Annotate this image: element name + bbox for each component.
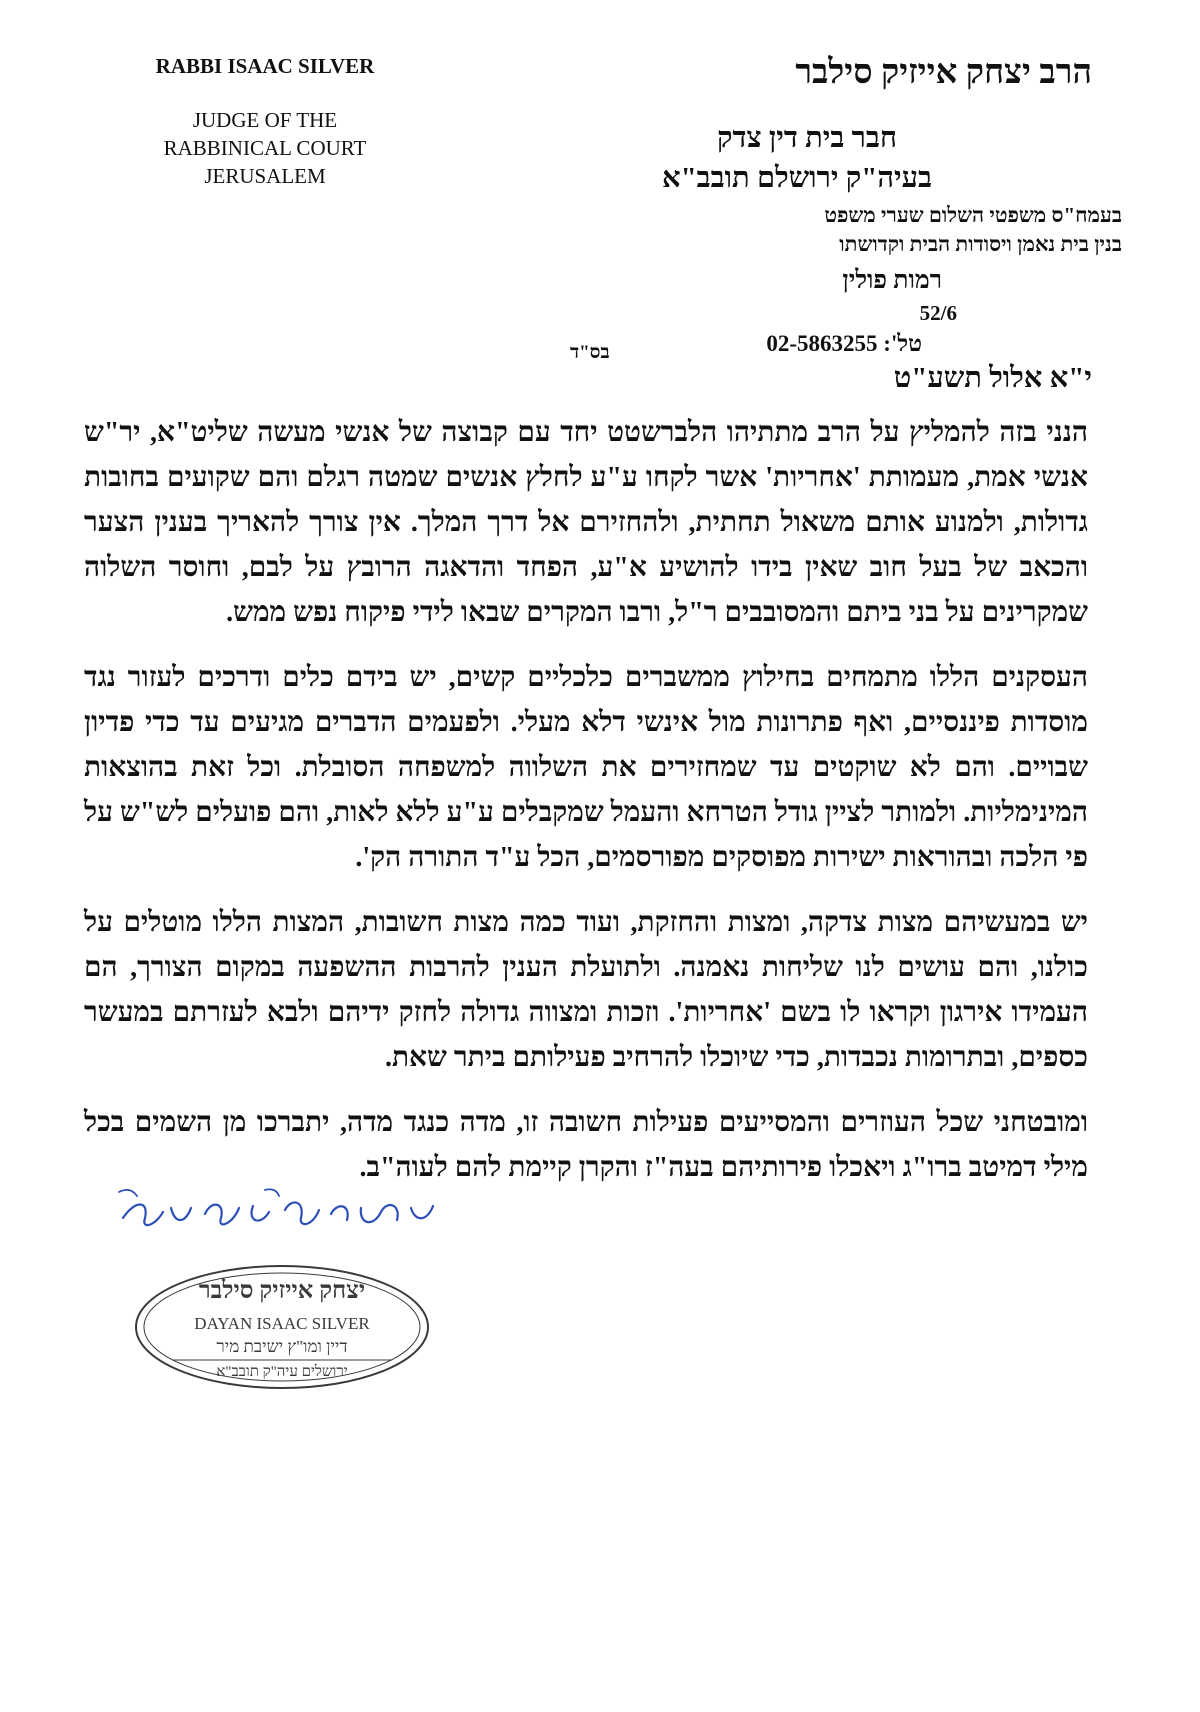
hebrew-phone: טל': 02-5863255 — [766, 331, 922, 356]
stamp-city: ירושלים עיה"ק תובב"א — [216, 1364, 348, 1380]
paragraph-2: העסקנים הללו מתמחים בחילוץ ממשברים כלכליים קשים, יש בידם כלים ודרכים לעזור נגד מוסדות פיננסיים, ואף פתרונות מול אינשי דלא מעלי. ולפעמים הדברים מגיעים עד כדי פדיון שבויים. והם לא שוקטים עד שמחזירים את השלווה למשפחה הסובלת. וכל זאת בהוצאות המינימליות. ולמותר לציין גודל הטרחא והעמל שמקבלים ע"ע ללא לאות, והם פועלים לש"ש על פי הלכה ובהוראות ישירות מפוסקים מפורסמים, הכל ע"ד התורה הק'. — [84, 662, 1088, 873]
english-title-line-3: JERUSALEM — [204, 164, 326, 188]
handwritten-signature — [115, 1178, 445, 1248]
stamp-english-name: DAYAN ISAAC SILVER — [194, 1314, 370, 1333]
hebrew-street: רמות פולין — [842, 267, 942, 294]
letter-date: י"א אלול תשע"ט — [893, 362, 1092, 394]
hebrew-books-line: בעמח"ס משפטי השלום שערי משפט — [824, 203, 1122, 227]
paragraph-3: יש במעשיהם מצות צדקה, ומצות והחזקת, ועוד כמה מצות חשובות, המצות הללו מוטלים על כולנו, והם עושים לנו שליחות נאמנה. ולתועלת הענין להרבות ההשפעה במקום הצורך, הם העמידו אירגון וקראו לו בשם 'אחריות'. וזכות ומצווה גדולה לחזק ידיהם ולבא לעזרתם במעשר כספים, ובתרומות נכבדות, כדי שיוכלו להרחיב פעילותם ביתר שאת. — [84, 907, 1088, 1073]
stamp-title: דיין ומו"ץ ישיבת מיר — [216, 1337, 348, 1356]
english-title-line-2: RABBINICAL COURT — [163, 136, 367, 160]
stamp-hebrew-name: יצחק אייזיק סילבר — [198, 1278, 366, 1304]
paragraph-4: ומובטחני שכל העוזרים והמסייעים פעילות חשובה זו, מדה כנגד מדה, יתברכו מן השמים בכל מילי דמיטב ברו"ג ויאכלו פירותיהם בעה"ז והקרן קיימת להם לעוה"ב. — [84, 1107, 1088, 1183]
paragraph-1: הנני בזה להמליץ על הרב מתתיהו הלברשטט יחד עם קבוצה של אנשי מעשה שליט"א, יר"ש אנשי אמת, מעמותת 'אחריות' אשר לקחו ע"ע לחלץ אנשים שמטה רגלם והם שקועים בחובות גדולות, ולמנוע אותם משאול תחתית, ולהחזירם אל דרך המלך. אין צורך להאריך בענין הצער והכאב של בעל חוב שאין בידו להושיע א"ע, הפחד והדאגה הרובץ על לבם, וחוסר השלוה שמקרינים על בני ביתם והמסובבים ר"ל, ורבו המקרים שבאו לידי פיקוח נפש ממש. — [84, 417, 1088, 628]
rabbinical-stamp — [132, 1262, 432, 1392]
hebrew-address-number: 52/6 — [919, 301, 957, 325]
hebrew-books-line-2: בנין בית נאמן ויסודות הבית וקדושתו — [839, 232, 1122, 256]
bsd-mark: בס"ד — [570, 342, 610, 363]
english-name: RABBI ISAAC SILVER — [155, 54, 375, 78]
hebrew-letterhead — [602, 50, 1122, 360]
hebrew-name: הרב יצחק אייזיק סילבר — [795, 54, 1092, 91]
english-title-line-1: JUDGE OF THE — [192, 108, 338, 132]
hebrew-title-line-2: חבר בית דין צדק — [716, 122, 897, 154]
english-letterhead — [110, 52, 420, 190]
hebrew-title-line-3: בעיה"ק ירושלם תובב"א — [661, 162, 932, 194]
letter-body — [84, 410, 1088, 1210]
